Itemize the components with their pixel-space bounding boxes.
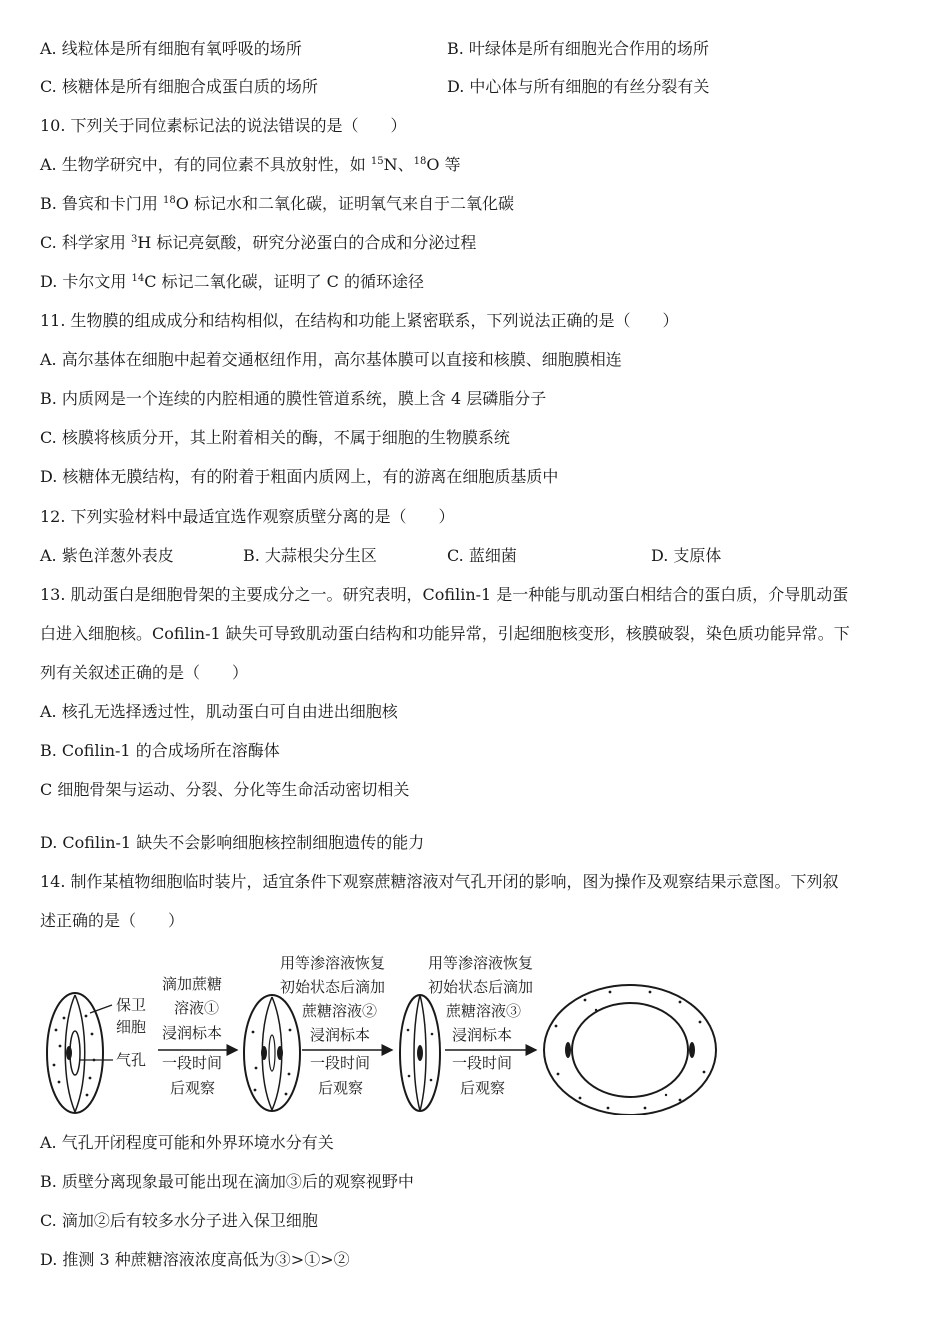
q12-option-c: C. 蓝细菌 bbox=[447, 546, 517, 565]
q11-option-c: C. 核膜将核质分开，其上附着相关的酶，不属于细胞的生物膜系统 bbox=[40, 428, 510, 447]
q13-stem-line-3: 列有关叙述正确的是（ ） bbox=[40, 663, 249, 682]
q12-option-b: B. 大蒜根尖分生区 bbox=[243, 546, 377, 565]
step1-line-1: 滴加蔗糖 bbox=[162, 975, 223, 993]
q10-option-c: C. 科学家用 $^3$H 标记亮氨酸，研究分泌蛋白的合成和分泌过程 bbox=[40, 233, 477, 252]
q14-option-c: C. 滴加②后有较多水分子进入保卫细胞 bbox=[40, 1211, 318, 1230]
q9-option-b: B. 叶绿体是所有细胞光合作用的场所 bbox=[447, 39, 709, 58]
q11-stem: 11. 生物膜的组成成分和结构相似，在结构和功能上紧密联系，下列说法正确的是（ ） bbox=[40, 311, 679, 330]
step3-line-2: 初始状态后滴加 bbox=[428, 978, 534, 996]
q12-stem: 12. 下列实验材料中最适宜选作观察质壁分离的是（ ） bbox=[40, 507, 455, 526]
q9-option-d: D. 中心体与所有细胞的有丝分裂有关 bbox=[447, 77, 710, 96]
step3-line-3: 蔗糖溶液③ bbox=[446, 1002, 522, 1020]
label-guard-cell-2: 细胞 bbox=[116, 1018, 147, 1036]
q11-option-a: A. 高尔基体在细胞中起着交通枢纽作用，高尔基体膜可以直接和核膜、细胞膜相连 bbox=[40, 350, 622, 369]
step1-line-3: 浸润标本 bbox=[162, 1024, 223, 1042]
cut-off-top-region bbox=[0, 0, 950, 58]
q13-option-c: C 细胞骨架与运动、分裂、分化等生命活动密切相关 bbox=[40, 780, 410, 799]
q14-option-a: A. 气孔开闭程度可能和外界环境水分有关 bbox=[40, 1133, 334, 1152]
q10-stem: 10. 下列关于同位素标记法的说法错误的是（ ） bbox=[40, 116, 407, 135]
step1-line-4: 一段时间 bbox=[162, 1054, 223, 1072]
q13-option-a: A. 核孔无选择透过性，肌动蛋白可自由进出细胞核 bbox=[40, 702, 398, 721]
q13-stem-line-1: 13. 肌动蛋白是细胞骨架的主要成分之一。研究表明，Cofilin-1 是一种能与肌动蛋白相结合的蛋白质，介导肌动蛋 bbox=[40, 585, 849, 604]
label-guard-cell-1: 保卫 bbox=[116, 996, 147, 1014]
q11-option-d: D. 核糖体无膜结构，有的附着于粗面内质网上，有的游离在细胞质基质中 bbox=[40, 467, 559, 486]
step2-line-6: 后观察 bbox=[318, 1079, 364, 1097]
step3-line-5: 一段时间 bbox=[452, 1054, 513, 1072]
step3-line-4: 浸润标本 bbox=[452, 1026, 513, 1044]
q14-option-d: D. 推测 3 种蔗糖溶液浓度高低为③>①>② bbox=[40, 1250, 350, 1269]
step1-line-2: 溶液① bbox=[174, 999, 220, 1017]
stomata-diagram bbox=[40, 950, 920, 1115]
q10-option-a: A. 生物学研究中，有的同位素不具放射性，如 $^{15}$N、$^{18}$O 等 bbox=[40, 155, 461, 174]
q13-option-d: D. Cofilin-1 缺失不会影响细胞核控制细胞遗传的能力 bbox=[40, 833, 425, 852]
q12-option-a: A. 紫色洋葱外表皮 bbox=[40, 546, 174, 565]
q12-option-d: D. 支原体 bbox=[651, 546, 722, 565]
q11-option-b: B. 内质网是一个连续的内腔相通的膜性管道系统，膜上含 4 层磷脂分子 bbox=[40, 389, 547, 408]
step3-line-1: 用等渗溶液恢复 bbox=[428, 954, 534, 972]
q10-option-b: B. 鲁宾和卡门用 $^{18}$O 标记水和二氧化碳，证明氧气来自于二氧化碳 bbox=[40, 194, 514, 213]
label-stoma-pore: 气孔 bbox=[116, 1051, 147, 1069]
step3-line-6: 后观察 bbox=[460, 1079, 506, 1097]
stoma-after-solution-1 bbox=[244, 995, 300, 1111]
q14-stem-line-1: 14. 制作某植物细胞临时装片，适宜条件下观察蔗糖溶液对气孔开闭的影响，图为操作及观察结果示意图。下列叙 bbox=[40, 872, 839, 891]
step2-line-4: 浸润标本 bbox=[310, 1026, 371, 1044]
q10-option-d: D. 卡尔文用 $^{14}$C 标记二氧化碳，证明了 C 的循环途径 bbox=[40, 272, 425, 291]
step2-line-2: 初始状态后滴加 bbox=[280, 978, 386, 996]
step1-line-5: 后观察 bbox=[170, 1079, 216, 1097]
q14-stem-line-2: 述正确的是（ ） bbox=[40, 911, 185, 930]
q13-option-b: B. Cofilin-1 的合成场所在溶酶体 bbox=[40, 741, 280, 760]
stoma-after-solution-3 bbox=[544, 985, 716, 1115]
q9-option-c: C. 核糖体是所有细胞合成蛋白质的场所 bbox=[40, 77, 318, 96]
step2-line-1: 用等渗溶液恢复 bbox=[280, 954, 386, 972]
stoma-after-solution-2 bbox=[400, 995, 440, 1111]
q13-stem-line-2: 白进入细胞核。Cofilin-1 缺失可导致肌动蛋白结构和功能异常，引起细胞核变形，核膜破裂，染色质功能异常。下 bbox=[40, 624, 850, 643]
q14-option-b: B. 质壁分离现象最可能出现在滴加③后的观察视野中 bbox=[40, 1172, 414, 1191]
step2-line-5: 一段时间 bbox=[310, 1054, 371, 1072]
q9-option-a: A. 线粒体是所有细胞有氧呼吸的场所 bbox=[40, 39, 302, 58]
step2-line-3: 蔗糖溶液② bbox=[302, 1002, 378, 1020]
